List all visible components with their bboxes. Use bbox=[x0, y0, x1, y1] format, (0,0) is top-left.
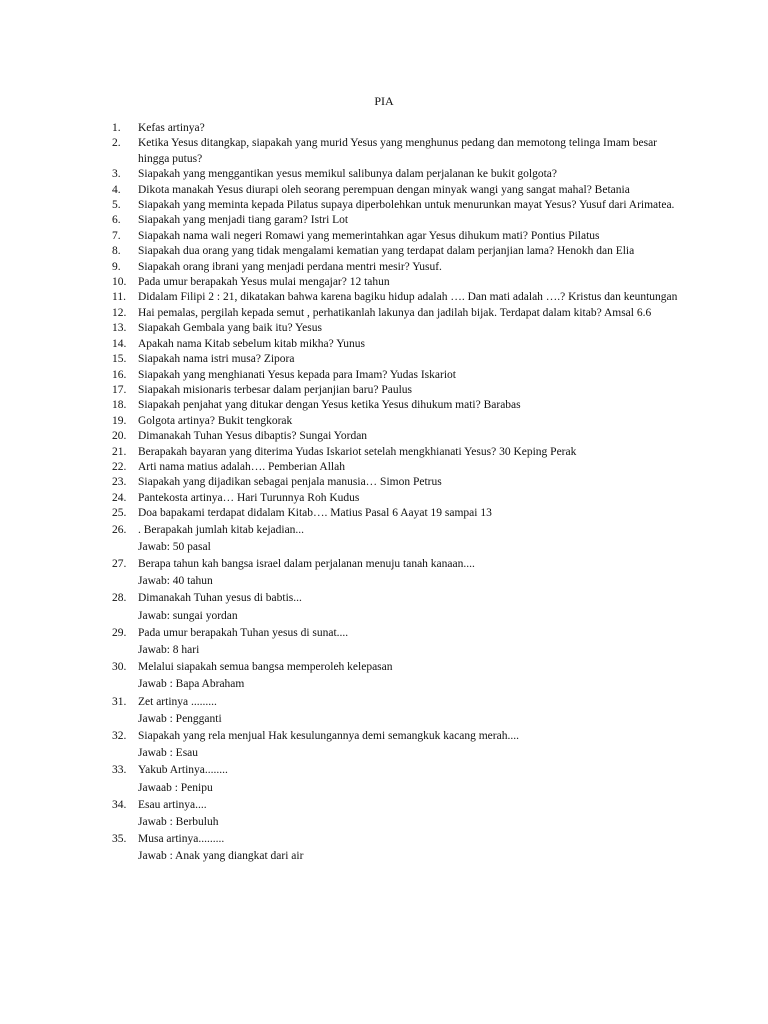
question-item bbox=[112, 352, 682, 367]
question-item bbox=[112, 429, 682, 444]
question-item bbox=[112, 321, 682, 336]
question-text: Siapakah penjahat yang ditukar dengan Yesus ketika Yesus dihukum mati? Barabas bbox=[138, 399, 521, 412]
question-body bbox=[138, 275, 682, 290]
question-number: 33. bbox=[112, 764, 127, 777]
question-number: 30. bbox=[112, 661, 127, 674]
question-item bbox=[112, 728, 682, 762]
question-number: 20. bbox=[112, 430, 127, 443]
question-number: 17. bbox=[112, 383, 127, 396]
question-number: 1. bbox=[112, 122, 121, 134]
question-item bbox=[112, 659, 682, 693]
question-body bbox=[138, 337, 682, 352]
question-text: Didalam Filipi 2 : 21, dikatakan bahwa karena bagiku hidup adalah …. Dan mati adalah ….? Kristus dan keuntungan bbox=[138, 291, 678, 304]
question-number: 24. bbox=[112, 491, 127, 504]
question-text: Kefas artinya? bbox=[138, 122, 205, 134]
answer-text: Jawaab : Penipu bbox=[138, 781, 213, 794]
question-body bbox=[138, 491, 682, 506]
question-number: 34. bbox=[112, 798, 127, 811]
question-text: Siapakah yang meminta kepada Pilatus supaya diperbolehkan untuk menurunkan mayat Yesus? Yusuf dari Arimatea. bbox=[138, 199, 675, 212]
question-number: 35. bbox=[112, 833, 127, 846]
question-text: Siapakah yang menggantikan yesus memikul salibunya dalam perjalanan ke bukit golgota? bbox=[138, 168, 557, 181]
question-body bbox=[138, 368, 682, 383]
question-body bbox=[138, 460, 682, 475]
question-number: 8. bbox=[112, 245, 121, 258]
question-text: Ketika Yesus ditangkap, siapakah yang murid Yesus yang menghunus pedang dan memotong telinga Imam besar hingga putus? bbox=[138, 137, 658, 165]
question-body bbox=[138, 506, 682, 521]
answer-text: Jawab: 8 hari bbox=[138, 643, 200, 656]
question-text: Siapakah yang rela menjual Hak kesulungannya demi semangkuk kacang merah.... bbox=[138, 730, 519, 742]
question-item bbox=[112, 762, 682, 796]
question-text: Pantekosta artinya… Hari Turunnya Roh Kudus bbox=[138, 491, 360, 504]
question-number: 10. bbox=[112, 276, 127, 289]
question-body bbox=[138, 306, 682, 321]
question-text: Siapakah Gembala yang baik itu? Yesus bbox=[138, 322, 322, 335]
question-item bbox=[112, 198, 682, 213]
question-number: 2. bbox=[112, 137, 121, 150]
question-item bbox=[112, 290, 682, 305]
question-body bbox=[138, 121, 682, 136]
question-item bbox=[112, 337, 682, 352]
question-body bbox=[138, 290, 682, 305]
question-number: 28. bbox=[112, 592, 127, 605]
question-text: Siapakah nama istri musa? Zipora bbox=[138, 353, 295, 366]
question-text: Dimanakah Tuhan Yesus dibaptis? Sungai Yordan bbox=[138, 430, 368, 443]
question-body bbox=[138, 429, 682, 444]
question-body bbox=[138, 728, 682, 762]
question-item bbox=[112, 625, 682, 659]
answer-text: Jawab: 40 tahun bbox=[138, 575, 213, 588]
question-text: . Berapakah jumlah kitab kejadian... bbox=[138, 523, 305, 536]
question-item bbox=[112, 398, 682, 413]
question-item bbox=[112, 213, 682, 228]
question-text: Siapakah dua orang yang tidak mengalami kematian yang terdapat dalam perjanjian lama? Henokh dan Elia bbox=[138, 245, 635, 258]
question-number: 4. bbox=[112, 183, 121, 196]
question-number: 18. bbox=[112, 399, 127, 412]
question-body bbox=[138, 475, 682, 490]
question-number: 31. bbox=[112, 695, 127, 708]
question-text: Zet artinya ......... bbox=[138, 695, 217, 708]
question-body bbox=[138, 198, 682, 213]
question-number: 6. bbox=[112, 214, 121, 227]
question-item bbox=[112, 797, 682, 831]
question-body bbox=[138, 590, 682, 624]
question-number: 25. bbox=[112, 507, 127, 520]
question-item bbox=[112, 260, 682, 275]
question-text: Hai pemalas, pergilah kepada semut , perhatikanlah lakunya dan jadilah bijak. Terdapat dalam kitab? Amsal 6.6 bbox=[138, 306, 652, 319]
question-item bbox=[112, 506, 682, 521]
question-body bbox=[138, 762, 682, 796]
question-number: 26. bbox=[112, 523, 127, 536]
question-text: Siapakah yang menjadi tiang garam? Istri Lot bbox=[138, 214, 349, 227]
question-body bbox=[138, 414, 682, 429]
answer-text: Jawab : Esau bbox=[138, 747, 199, 760]
question-item bbox=[112, 414, 682, 429]
question-body bbox=[138, 797, 682, 831]
question-text: Dikota manakah Yesus diurapi oleh seorang perempuan dengan minyak wangi yang sangat mahal? Betania bbox=[138, 183, 630, 196]
question-body bbox=[138, 659, 682, 693]
question-number: 14. bbox=[112, 337, 127, 350]
question-body bbox=[138, 260, 682, 275]
question-text: Siapakah yang menghianati Yesus kepada para Imam? Yudas Iskariot bbox=[138, 368, 456, 381]
question-number: 15. bbox=[112, 353, 127, 366]
question-text: Doa bapakami terdapat didalam Kitab…. Matius Pasal 6 Aayat 19 sampai 13 bbox=[138, 507, 492, 520]
question-body bbox=[138, 522, 682, 556]
question-item bbox=[112, 475, 682, 490]
question-text: Apakah nama Kitab sebelum kitab mikha? Yunus bbox=[138, 337, 365, 350]
question-number: 27. bbox=[112, 557, 127, 570]
question-item bbox=[112, 136, 682, 167]
question-number: 19. bbox=[112, 414, 127, 427]
question-list bbox=[112, 121, 682, 866]
question-item bbox=[112, 522, 682, 556]
question-item bbox=[112, 590, 682, 624]
question-body bbox=[138, 244, 682, 259]
question-item bbox=[112, 460, 682, 475]
document-title: PIA bbox=[374, 94, 394, 108]
question-number: 32. bbox=[112, 730, 127, 742]
question-item bbox=[112, 368, 682, 383]
answer-text: Jawab : Berbuluh bbox=[138, 816, 219, 829]
question-text: Dimanakah Tuhan yesus di babtis... bbox=[138, 592, 302, 605]
question-body bbox=[138, 831, 682, 865]
question-number: 12. bbox=[112, 306, 127, 319]
question-item bbox=[112, 383, 682, 398]
question-text: Arti nama matius adalah…. Pemberian Allah bbox=[138, 460, 345, 473]
question-text: Yakub Artinya........ bbox=[138, 764, 228, 777]
question-body bbox=[138, 556, 682, 590]
answer-text: Jawab: sungai yordan bbox=[138, 609, 238, 622]
question-text: Siapakah orang ibrani yang menjadi perdana mentri mesir? Yusuf. bbox=[138, 260, 442, 273]
question-item bbox=[112, 306, 682, 321]
question-item bbox=[112, 167, 682, 182]
question-body bbox=[138, 167, 682, 182]
question-number: 3. bbox=[112, 168, 121, 181]
question-number: 5. bbox=[112, 199, 121, 212]
question-text: Pada umur berapakah Yesus mulai mengajar? 12 tahun bbox=[138, 276, 390, 289]
question-text: Berapakah bayaran yang diterima Yudas Iskariot setelah mengkhianati Yesus? 30 Keping Perak bbox=[138, 445, 577, 458]
answer-text: Jawab : Anak yang diangkat dari air bbox=[138, 850, 304, 863]
question-text: Melalui siapakah semua bangsa memperoleh kelepasan bbox=[138, 661, 393, 674]
question-number: 16. bbox=[112, 368, 127, 381]
question-item bbox=[112, 244, 682, 259]
question-number: 29. bbox=[112, 626, 127, 639]
question-text: Siapakah yang dijadikan sebagai penjala manusia… Simon Petrus bbox=[138, 476, 442, 489]
question-number: 7. bbox=[112, 229, 121, 242]
question-item bbox=[112, 275, 682, 290]
answer-text: Jawab: 50 pasal bbox=[138, 540, 211, 553]
answer-text: Jawab : Bapa Abraham bbox=[138, 678, 245, 691]
question-item bbox=[112, 445, 682, 460]
question-item bbox=[112, 121, 682, 136]
question-text: Musa artinya......... bbox=[138, 833, 225, 846]
question-number: 22. bbox=[112, 460, 127, 473]
question-number: 11. bbox=[112, 291, 126, 304]
question-body bbox=[138, 136, 682, 167]
question-item bbox=[112, 229, 682, 244]
question-text: Berapa tahun kah bangsa israel dalam perjalanan menuju tanah kanaan.... bbox=[138, 557, 475, 570]
question-text: Esau artinya.... bbox=[138, 798, 207, 811]
question-text: Siapakah misionaris terbesar dalam perjanjian baru? Paulus bbox=[138, 383, 412, 396]
question-body bbox=[138, 445, 682, 460]
question-text: Siapakah nama wali negeri Romawi yang memerintahkan agar Yesus dihukum mati? Pontius Pilatus bbox=[138, 229, 600, 242]
question-item bbox=[112, 694, 682, 728]
question-body bbox=[138, 229, 682, 244]
question-number: 21. bbox=[112, 445, 127, 458]
question-item bbox=[112, 183, 682, 198]
question-number: 13. bbox=[112, 322, 127, 335]
question-text: Golgota artinya? Bukit tengkorak bbox=[138, 414, 293, 427]
question-text: Pada umur berapakah Tuhan yesus di sunat.... bbox=[138, 626, 349, 639]
question-body bbox=[138, 183, 682, 198]
question-body bbox=[138, 213, 682, 228]
question-body bbox=[138, 321, 682, 336]
question-number: 23. bbox=[112, 476, 127, 489]
question-body bbox=[138, 352, 682, 367]
question-body bbox=[138, 694, 682, 728]
question-body bbox=[138, 625, 682, 659]
question-item bbox=[112, 556, 682, 590]
question-item bbox=[112, 831, 682, 865]
question-item bbox=[112, 491, 682, 506]
question-body bbox=[138, 398, 682, 413]
question-number: 9. bbox=[112, 260, 121, 273]
question-body bbox=[138, 383, 682, 398]
answer-text: Jawab : Pengganti bbox=[138, 712, 222, 725]
